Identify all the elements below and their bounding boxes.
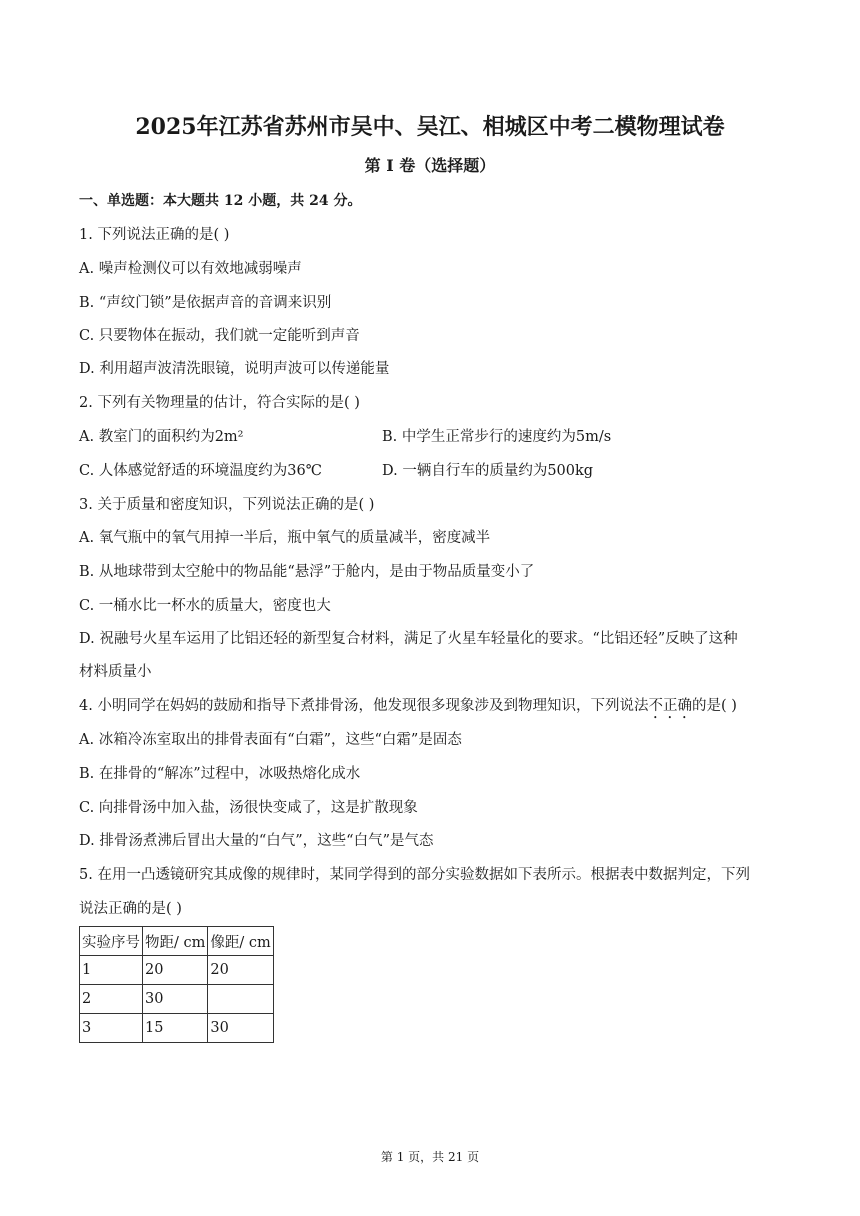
question-4-stem-end: 的是( ) [691, 698, 737, 714]
page-subtitle: 第 I 卷（选择题） [364, 156, 496, 175]
question-1-option-b: B. “声纹门锁”是依据声音的音调来识别 [79, 295, 332, 311]
table-row [80, 956, 274, 985]
table-cell: 20 [143, 956, 208, 985]
question-4-option-a: A. 冰箱冷冻室取出的排骨表面有“白霜”，这些“白霜”是固态 [79, 732, 462, 748]
question-4-stem-start: 4. 小明同学在妈妈的鼓励和指导下煮排骨汤，他发现很多现象涉及到物理知识，下列说法 [79, 698, 649, 714]
question-4-option-b: B. 在排骨的“解冻”过程中，冰吸热熔化成水 [79, 766, 361, 782]
question-3-option-d: D. 祝融号火星车运用了比铝还轻的新型复合材料，满足了火星车轻量化的要求。“比铝还轻”反映了这种 [79, 631, 738, 647]
table-cell: 2 [80, 985, 143, 1014]
question-3-option-a: A. 氧气瓶中的氧气用掉一半后，瓶中氧气的质量减半，密度减半 [79, 530, 491, 546]
question-2-option-d: D. 一辆自行车的质量约为500kg [382, 463, 594, 479]
table-header-cell: 实验序号 [80, 927, 143, 956]
table-row [80, 985, 274, 1014]
table-cell: 30 [208, 1014, 273, 1043]
table-cell: 15 [143, 1014, 208, 1043]
question-3-stem: 3. 关于质量和密度知识，下列说法正确的是( ) [79, 497, 375, 513]
question-2-option-a: A. 教室门的面积约为2m² [79, 429, 244, 445]
question-2-option-b: B. 中学生正常步行的速度约为5m/s [382, 429, 612, 445]
table-cell: 30 [143, 985, 208, 1014]
experiment-data-table [79, 926, 274, 1043]
table-header-row [80, 927, 274, 956]
question-4-emphasis: 不正确 [648, 698, 692, 714]
question-5-stem: 5. 在用一凸透镜研究其成像的规律时，某同学得到的部分实验数据如下表所示。根据表中数据判定，下列 [79, 867, 750, 883]
question-3-option-d-continued: 材料质量小 [79, 664, 152, 680]
table-row [80, 1014, 274, 1043]
section-heading: 一、单选题：本大题共 12 小题，共 24 分。 [79, 193, 362, 209]
question-4-option-c: C. 向排骨汤中加入盐，汤很快变咸了，这是扩散现象 [79, 800, 418, 816]
page-title: 2025年江苏省苏州市吴中、吴江、相城区中考二模物理试卷 [135, 114, 725, 140]
question-2-stem: 2. 下列有关物理量的估计，符合实际的是( ) [79, 395, 360, 411]
page-footer: 第 1 页，共 21 页 [380, 1150, 480, 1164]
question-5-stem-continued: 说法正确的是( ) [79, 901, 182, 917]
question-4-stem [79, 695, 737, 722]
table-cell: 20 [208, 956, 273, 985]
question-3-option-b: B. 从地球带到太空舱中的物品能“悬浮”于舱内，是由于物品质量变小了 [79, 564, 535, 580]
question-2-option-c: C. 人体感觉舒适的环境温度约为36℃ [79, 463, 322, 479]
table-cell: 1 [80, 956, 143, 985]
question-4-option-d: D. 排骨汤煮沸后冒出大量的“白气”，这些“白气”是气态 [79, 833, 434, 849]
question-1-option-d: D. 利用超声波清洗眼镜，说明声波可以传递能量 [79, 361, 390, 377]
question-1-option-c: C. 只要物体在振动，我们就一定能听到声音 [79, 328, 360, 344]
question-3-option-c: C. 一桶水比一杯水的质量大，密度也大 [79, 598, 331, 614]
table-header-cell: 物距/ cm [143, 927, 208, 956]
table-cell [208, 985, 273, 1014]
question-1-stem: 1. 下列说法正确的是( ) [79, 227, 230, 243]
table-cell: 3 [80, 1014, 143, 1043]
question-1-option-a: A. 噪声检测仪可以有效地减弱噪声 [79, 261, 302, 277]
table-header-cell: 像距/ cm [208, 927, 273, 956]
